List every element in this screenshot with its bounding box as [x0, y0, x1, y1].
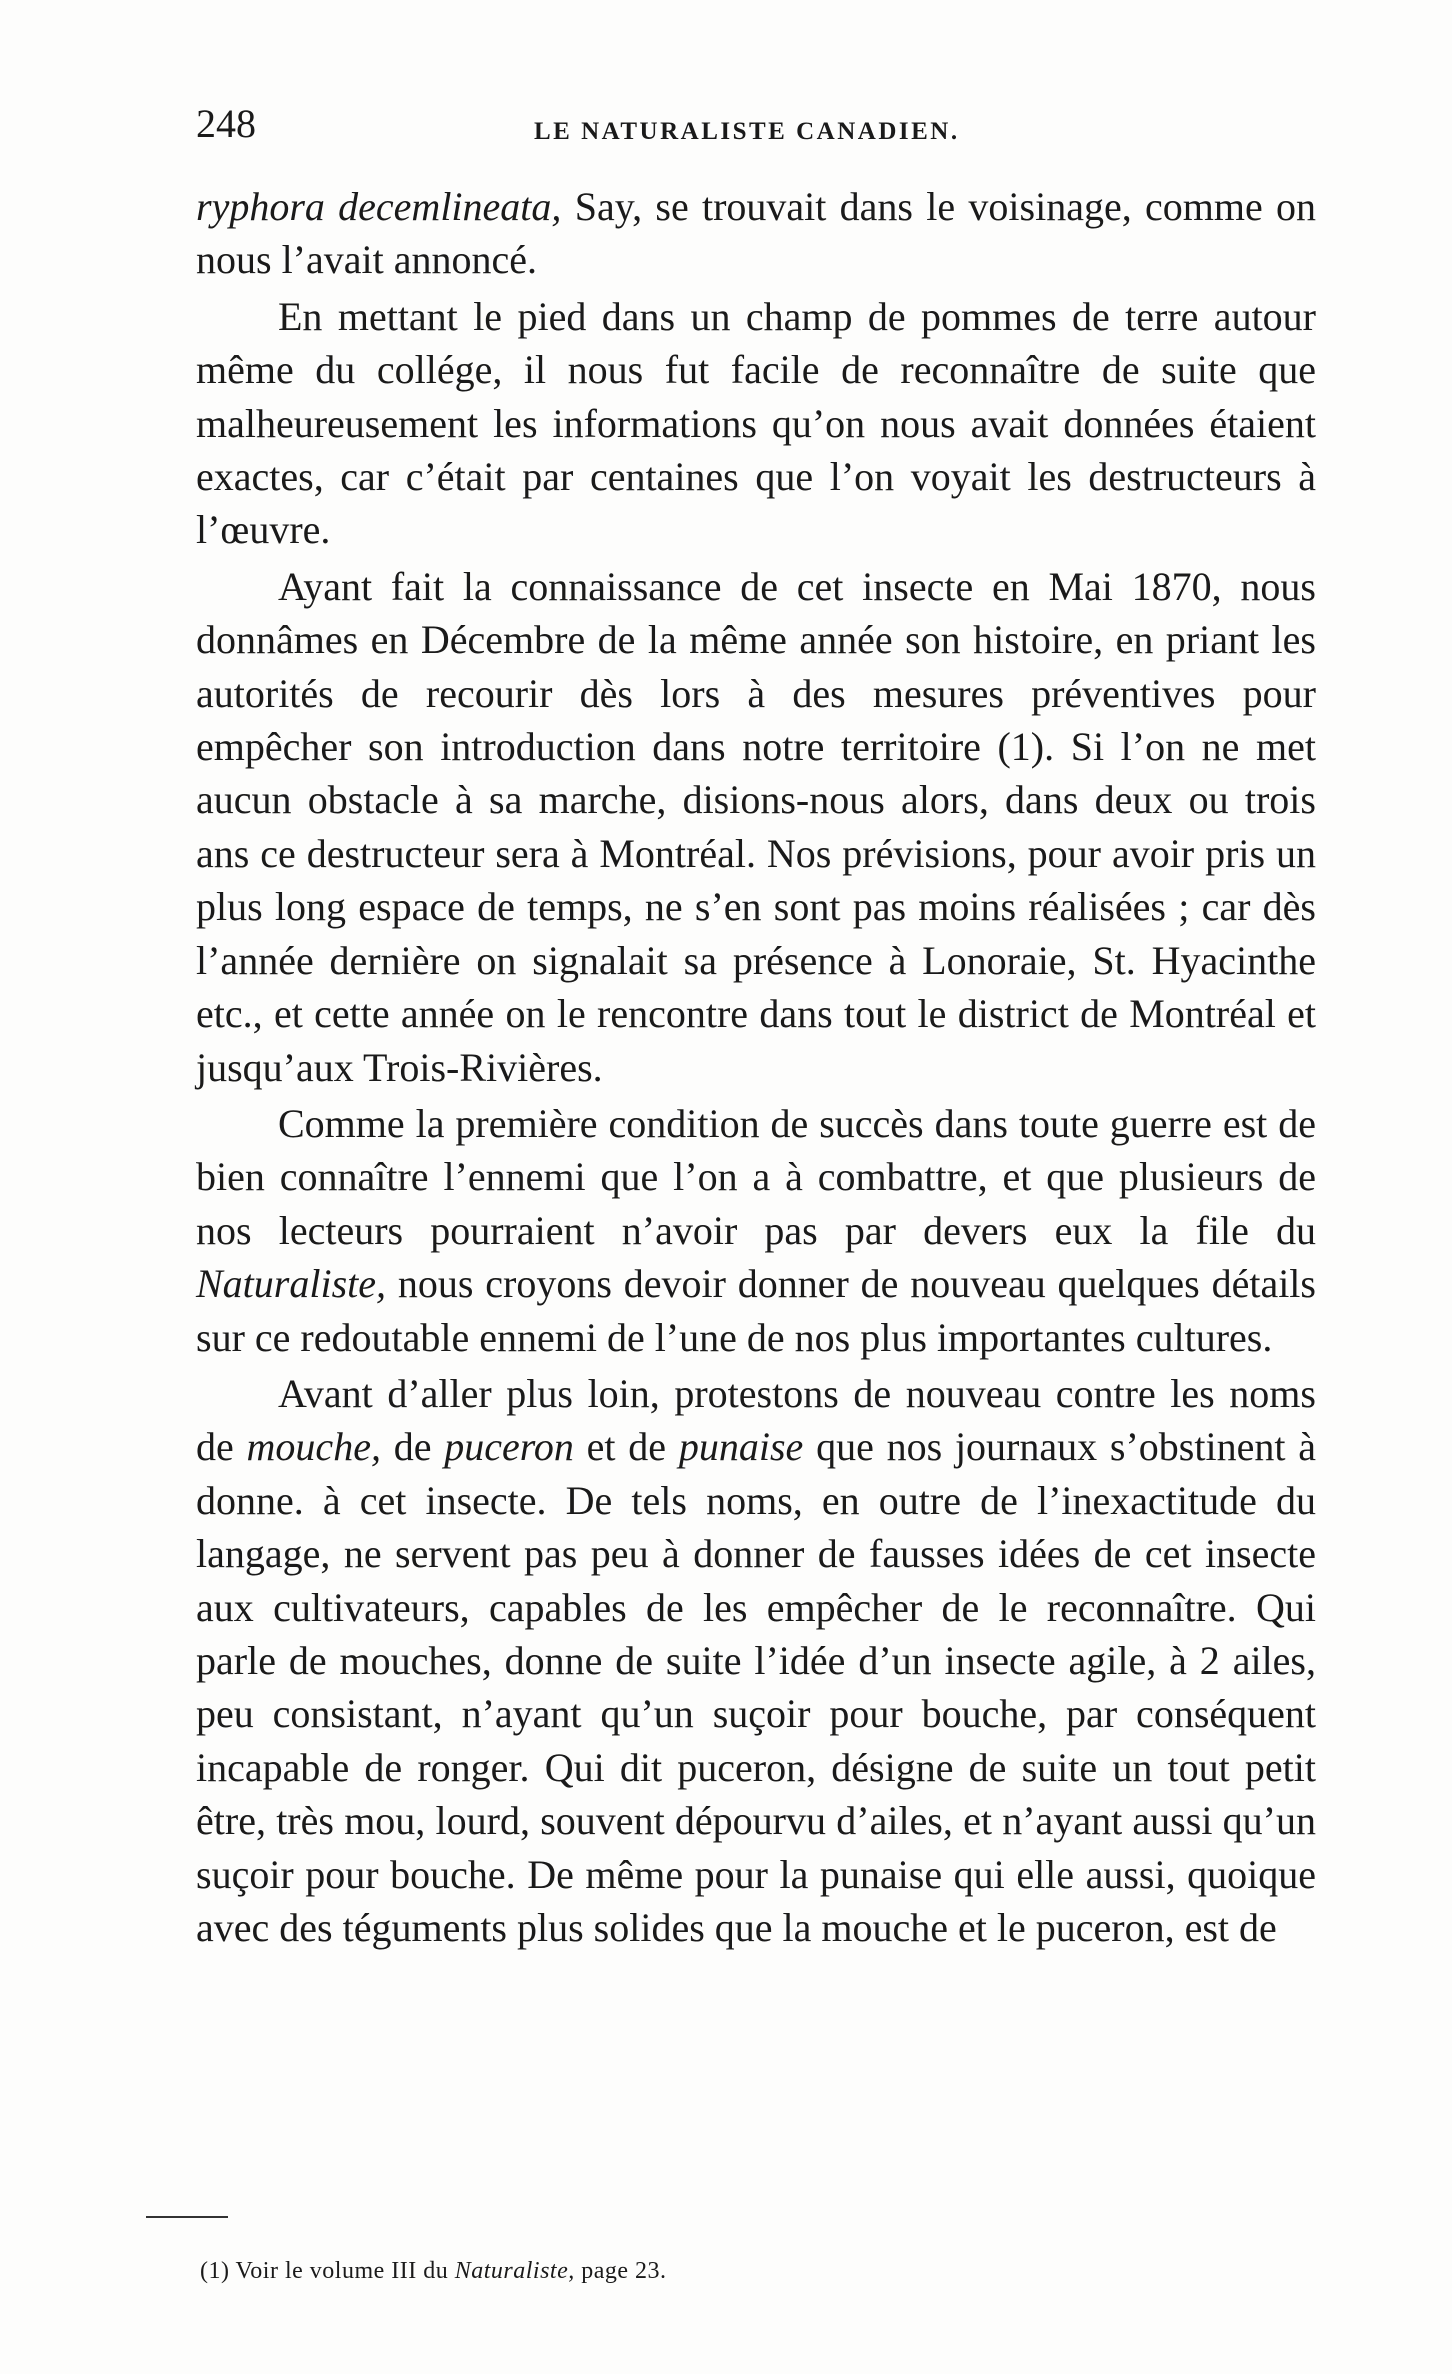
term-puceron: puceron [444, 1424, 574, 1470]
footnote-text-a: Voir le volume III du [229, 2258, 455, 2284]
term-mouche: mouche, [246, 1424, 381, 1470]
footnote-journal-title: Naturaliste, [454, 2258, 575, 2284]
species-name: ryphora decemlineata, [196, 184, 562, 229]
body-text [196, 180, 1316, 1954]
paragraph-2-text: En mettant le pied dans un champ de pommes de terre autour même du collége, il nous fut facile de reconnaître de suite que malheureusement les informations qu’on nous avait données étaient exactes, car c’était par centaines que l’on voyait les destructeurs à l’œuvre. [196, 293, 1316, 553]
paragraph-4 [196, 1097, 1316, 1364]
paragraph-5-text-b: de [380, 1424, 445, 1470]
paragraph-5 [196, 1367, 1316, 1954]
term-punaise: punaise [678, 1424, 804, 1470]
journal-title: LE NATURALISTE CANADIEN. [534, 118, 960, 145]
paragraph-1-text: Say, se trouvait dans le voisinage, comme on nous l’avait annoncé. [196, 184, 1317, 283]
paragraph-5-text-c: et de [573, 1424, 679, 1470]
running-head [196, 100, 1316, 160]
page-number: 248 [196, 101, 256, 146]
footnote-rule [146, 2216, 228, 2218]
paragraph-5-text-d: que nos journaux s’obstinent à donne. à cet insecte. De tels noms, en outre de l’inexactitude du langage, ne servent pas peu à donner de fausses idées de cet insecte aux cultivateurs, capables de les empêcher de le reconnaître. Qui parle de mouches, donne de suite l’idée d’un insecte agile, à 2 ailes, peu consistant, n’ayant qu’un suçoir pour bouche, par conséquent incapable de ronger. Qui dit puceron, désigne de suite un tout petit être, très mou, lourd, souvent dépourvu d’ailes, et n’ayant aussi qu’un suçoir pour bouche. De même pour la punaise qui elle aussi, quoique avec des téguments plus solides que la mouche et le puceron, est de [196, 1424, 1316, 1950]
paragraph-4-text-b: nous croyons devoir donner de nouveau quelques détails sur ce redoutable ennemi de l’une de nos plus importantes cultures. [196, 1261, 1316, 1360]
paragraph-2 [196, 290, 1316, 557]
paragraph-1 [196, 180, 1316, 287]
footnote-marker: (1) [200, 2258, 230, 2284]
paragraph-4-text-a: Comme la première condition de succès dans toute guerre est de bien connaître l’ennemi que l’on a à combattre, et que plusieurs de nos lecteurs pourraient n’avoir pas par devers eux la file du [196, 1100, 1316, 1253]
footnote [200, 2258, 667, 2285]
journal-name-italic: Naturaliste, [196, 1261, 387, 1307]
paragraph-5-text-a: Avant d’aller plus loin, protestons de nouveau contre les noms de [196, 1370, 1316, 1470]
paragraph-3 [196, 560, 1316, 1094]
paragraph-3-text: Ayant fait la connaissance de cet insecte en Mai 1870, nous donnâmes en Décembre de la même année son histoire, en priant les autorités de recourir dès lors à des mesures préventives pour empêcher son introduction dans notre territoire (1). Si l’on ne met aucun obstacle à sa marche, disions-nous alors, dans deux ou trois ans ce destructeur sera à Montréal. Nos prévisions, pour avoir pris un plus long espace de temps, ne s’en sont pas moins réalisées ; car dès l’année dernière on signalait sa présence à Lonoraie, St. Hyacinthe etc., et cette année on le rencontre dans tout le district de Montréal et jusqu’aux Trois-Rivières. [196, 563, 1316, 1090]
footnote-text-b: page 23. [574, 2258, 667, 2284]
